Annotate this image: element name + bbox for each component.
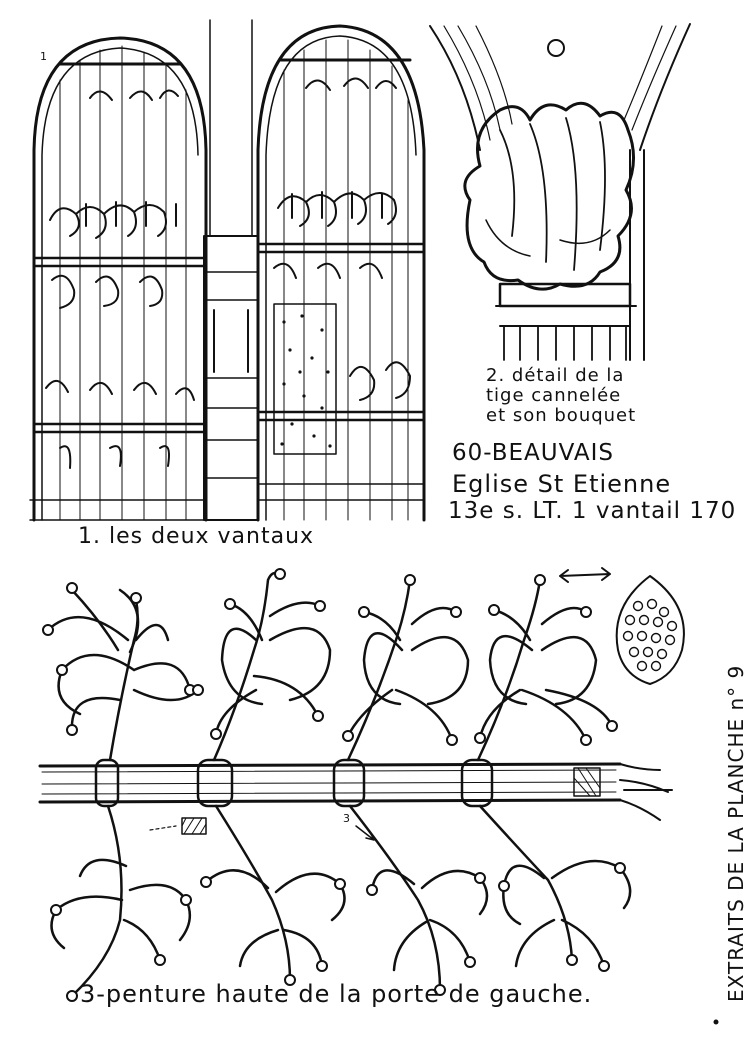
caption-figure-2: [486, 366, 636, 426]
church-label: Eglise St Etienne: [452, 470, 672, 498]
hinge-strap-drawing: [40, 573, 672, 996]
figure-1-marker: 1: [40, 50, 48, 63]
plate-label: EXTRAITS DE LA PLANCHE n° 9: [724, 664, 748, 1002]
caption-figure-2-line-3: et son bouquet: [486, 405, 637, 426]
door-leaves-drawing: [30, 20, 424, 520]
caption-figure-3: 3-penture haute de la porte de gauche.: [80, 980, 593, 1008]
corner-dot: [714, 1020, 719, 1025]
stem-bouquet-drawing: [430, 24, 690, 360]
location-label: 60-BEAUVAIS: [452, 440, 615, 466]
caption-figure-1: 1. les deux vantaux: [78, 524, 315, 549]
figure-3-marker: 3: [343, 812, 351, 825]
caption-figure-2-line-2: tige cannelée: [486, 385, 622, 406]
reference-label: 13e s. LT. 1 vantail 170: [448, 498, 737, 524]
grape-cluster-drawing: [560, 568, 684, 684]
caption-figure-2-line-1: 2. détail de la: [486, 365, 625, 386]
